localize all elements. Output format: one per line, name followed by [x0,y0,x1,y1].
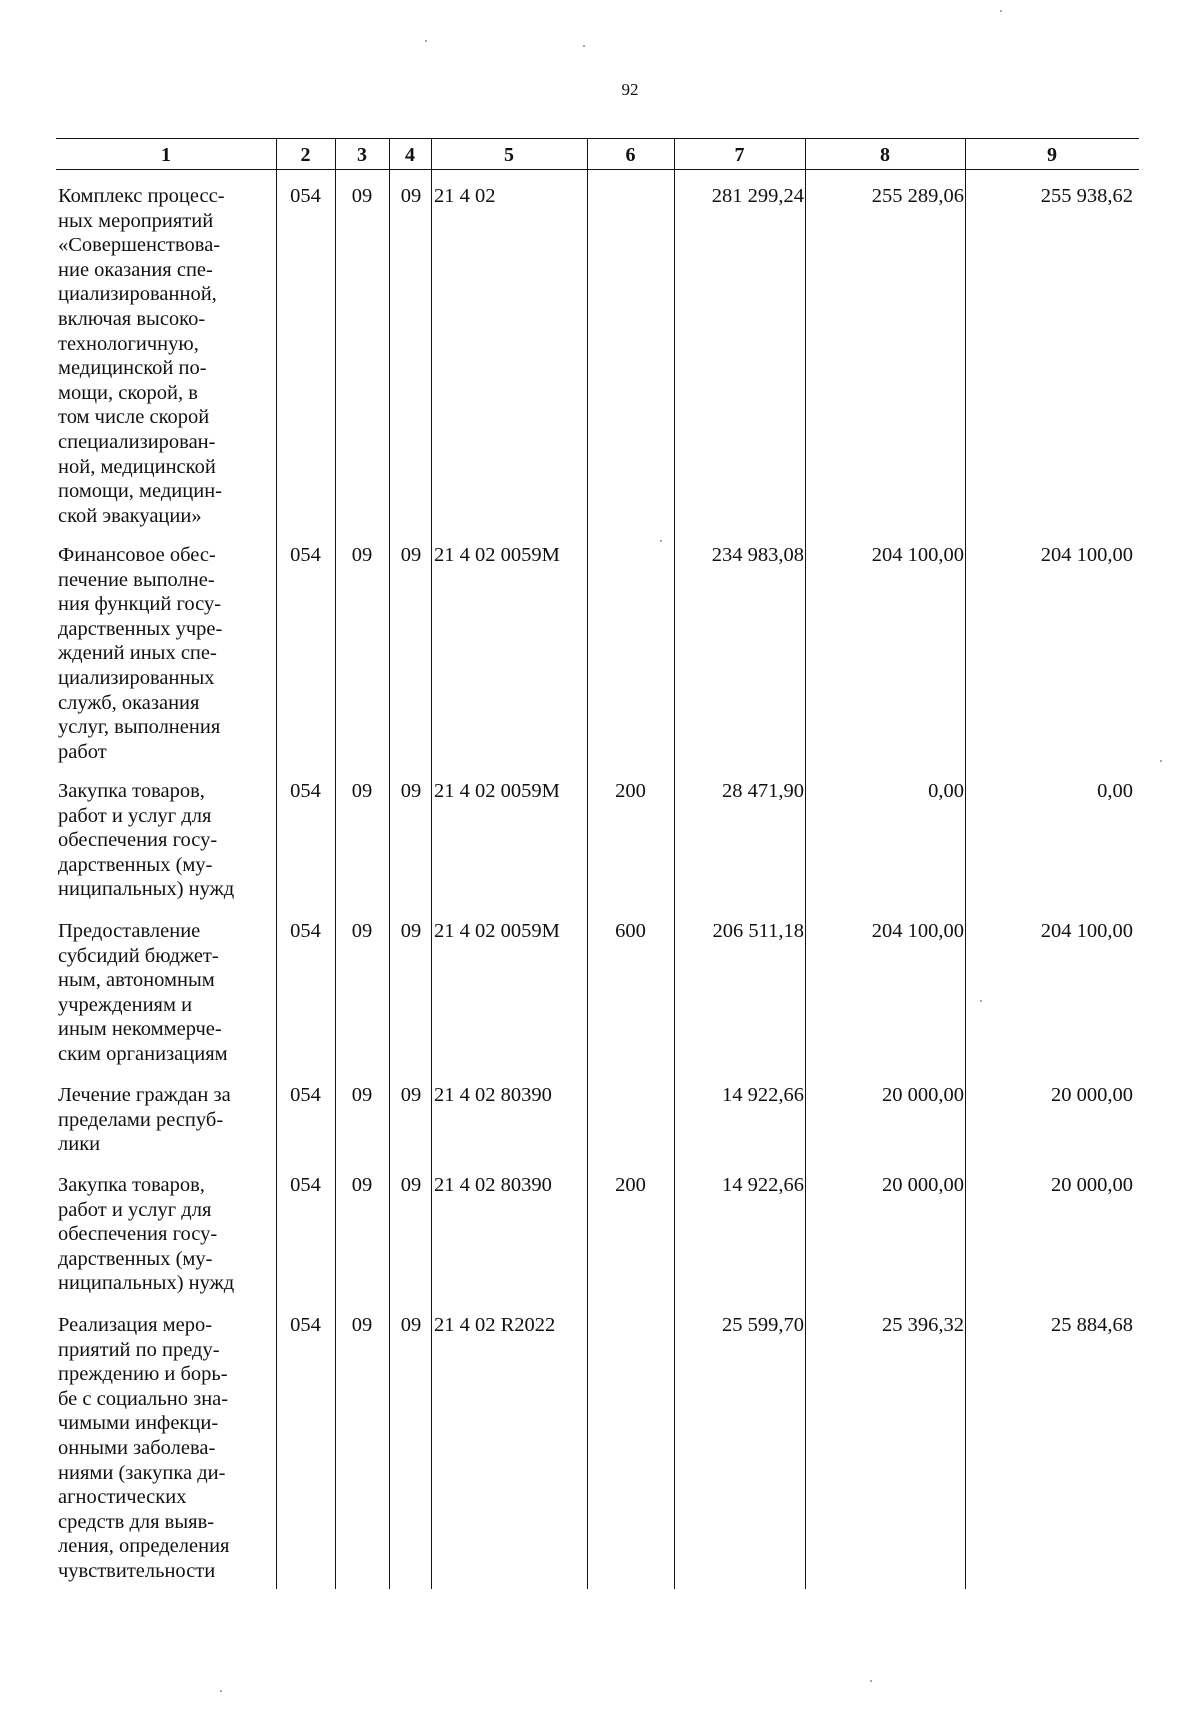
col5-code: 21 4 02 0059М [434,544,560,566]
col2-code: 054 [290,1174,321,1196]
column-divider [674,139,675,1589]
header-cell-5: 5 [504,144,514,166]
col2-code: 054 [290,1084,321,1106]
row-name: Реализация меро- приятий по преду- преждению и борь- бе с социально зна- чимыми инфекци- онными заболева- ниями (закупка ди- агностических средств для выяв- ления, определения чувствительности [58,1314,230,1582]
column-divider [587,139,588,1589]
budget-table [56,138,1139,1589]
col9-value: 0,00 [1097,780,1133,802]
col4-code: 09 [400,1084,422,1106]
col7-value: 14 922,66 [722,1084,804,1106]
col8-value: 204 100,00 [871,920,964,942]
header-cell-8: 8 [880,144,890,166]
col6-code: 600 [615,920,646,942]
col3-code: 09 [351,780,373,802]
col5-code: 21 4 02 80390 [434,1174,552,1196]
col7-value: 14 922,66 [722,1174,804,1196]
column-divider [431,139,432,1589]
scan-speck [1160,760,1162,762]
scan-speck [660,540,662,542]
col3-code: 09 [351,1174,373,1196]
header-cell-9: 9 [1047,144,1057,166]
col8-value: 20 000,00 [882,1084,964,1106]
col7-value: 206 511,18 [712,920,804,942]
column-divider [805,139,806,1589]
column-divider [965,139,966,1589]
column-divider [276,139,277,1589]
col2-code: 054 [290,920,321,942]
scan-speck [220,1690,222,1692]
col7-value: 28 471,90 [722,780,804,802]
col9-value: 204 100,00 [1040,544,1133,566]
col2-code: 054 [290,185,321,207]
col4-code: 09 [400,1314,422,1336]
header-cell-1: 1 [161,144,171,166]
col8-value: 25 396,32 [882,1314,964,1336]
column-divider [389,139,390,1589]
col3-code: 09 [351,1084,373,1106]
col9-value: 20 000,00 [1051,1174,1133,1196]
header-cell-2: 2 [300,144,311,166]
header-separator [56,169,1139,170]
row-name: Финансовое обес- печение выполне- ния функций госу- дарственных учре- ждений иных спе- циализированных служб, оказания услуг, выполнения работ [58,544,223,763]
col9-value: 20 000,00 [1051,1084,1133,1106]
scan-speck [583,45,585,47]
col6-code: 200 [615,1174,646,1196]
col4-code: 09 [400,1174,422,1196]
col3-code: 09 [351,920,373,942]
scan-speck [980,1000,982,1002]
col3-code: 09 [351,1314,373,1336]
scan-speck [870,1680,872,1682]
col8-value: 204 100,00 [871,544,964,566]
col5-code: 21 4 02 0059М [434,780,560,802]
col4-code: 09 [400,920,422,942]
col5-code: 21 4 02 80390 [434,1084,552,1106]
col8-value: 255 289,06 [871,185,964,207]
row-name: Закупка товаров, работ и услуг для обеспечения госу- дарственных (му- ниципальных) нужд [58,1174,235,1295]
col9-value: 25 884,68 [1051,1314,1133,1336]
header-cell-4: 4 [405,144,415,166]
row-name: Комплекс процесс- ных мероприятий «Совершенствова- ние оказания спе- циализированной, включая высоко- технологичную, медицинской по- мощи, скорой, в том числе скорой специализирован- ной, медицинской помощи, медицин- ской эвакуации» [58,185,225,527]
header-cell-7: 7 [734,144,745,166]
col5-code: 21 4 02 R2022 [434,1314,556,1336]
col7-value: 281 299,24 [711,185,804,207]
header-cell-3: 3 [357,144,367,166]
col4-code: 09 [400,185,422,207]
row-name: Предоставление субсидий бюджет- ным, автономным учреждениям и иным некоммерче- ским организациям [58,920,228,1065]
col4-code: 09 [400,780,422,802]
col7-value: 25 599,70 [722,1314,804,1336]
scan-speck [1000,10,1002,12]
col9-value: 204 100,00 [1040,920,1133,942]
col3-code: 09 [351,544,373,566]
col5-code: 21 4 02 0059М [434,920,560,942]
row-name: Лечение граждан за пределами респуб- лики [58,1084,231,1156]
col9-value: 255 938,62 [1040,185,1133,207]
col6-code: 200 [615,780,646,802]
column-divider [335,139,336,1589]
scan-speck [425,40,427,42]
col5-code: 21 4 02 [434,185,496,207]
col2-code: 054 [290,780,321,802]
col2-code: 054 [290,1314,321,1336]
col7-value: 234 983,08 [711,544,804,566]
col3-code: 09 [351,185,373,207]
col2-code: 054 [290,544,321,566]
col8-value: 20 000,00 [882,1174,964,1196]
header-cell-6: 6 [625,144,636,166]
row-name: Закупка товаров, работ и услуг для обеспечения госу- дарственных (му- ниципальных) нужд [58,780,235,901]
page-number: 92 [621,80,639,99]
col8-value: 0,00 [928,780,964,802]
col4-code: 09 [400,544,422,566]
